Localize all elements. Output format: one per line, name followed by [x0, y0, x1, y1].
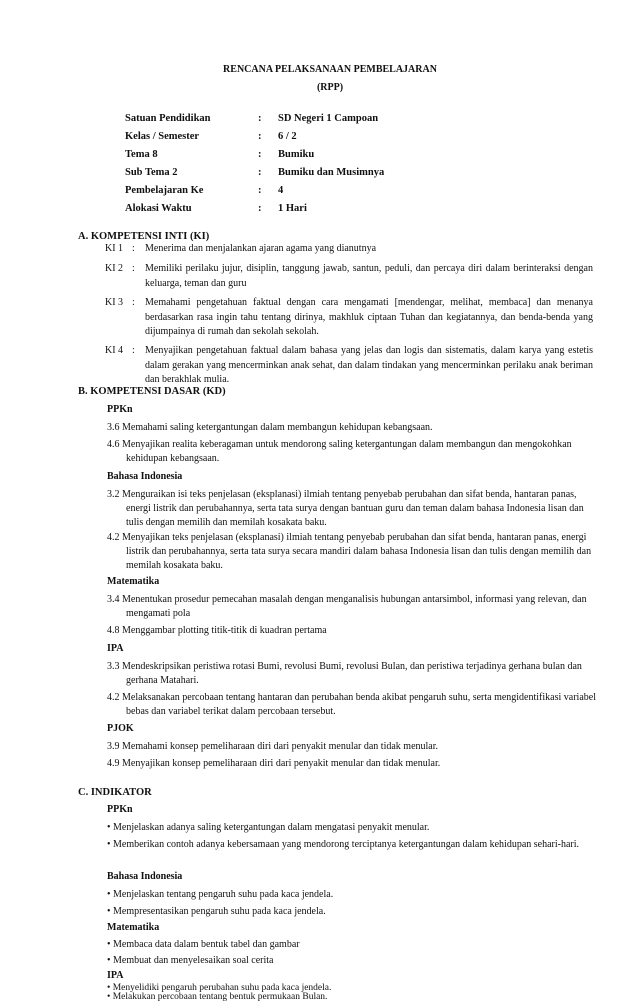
identity-label: Sub Tema 2: [125, 167, 178, 178]
ki-colon: :: [132, 297, 135, 308]
identity-colon: :: [258, 149, 262, 160]
indicator-text: • Menjelaskan adanya saling ketergantungan dalam mengatasi penyakit menular.: [107, 822, 430, 833]
indicator-item: [107, 821, 597, 835]
indicator-text: • Mempresentasikan pengaruh suhu pada kaca jendela.: [107, 906, 326, 917]
ki-code: KI 4: [105, 345, 124, 356]
kd-text: 3.9 Memahami konsep pemeliharaan diri dari penyakit menular dan tidak menular.: [107, 741, 439, 752]
subject-heading: Matematika: [107, 576, 160, 587]
identity-colon: :: [258, 131, 262, 142]
identity-label: Alokasi Waktu: [125, 203, 192, 214]
subject-heading: Bahasa Indonesia: [107, 871, 183, 882]
kd-item: [107, 488, 597, 530]
kd-text: 3.2 Menguraikan isi teks penjelasan (eksplanasi) ilmiah tentang penyebab perubahan dan sifat benda, hantaran panas, energi listrik dan perubahannya, serta tata surya dengan bantuan guru dan teman dalam bahasa Indonesia lisan dan tulis dengan memilih dan memilah kosakata baku.: [107, 489, 584, 528]
identity-value: 1 Hari: [278, 203, 307, 214]
identity-label: Kelas / Semester: [125, 131, 200, 142]
kd-text: 4.9 Menyajikan konsep pemeliharaan diri dari penyakit menular dan tidak menular.: [107, 758, 441, 769]
ki-text: Memiliki perilaku jujur, disiplin, tanggung jawab, santun, peduli, dan percaya diri dalam berinteraksi dengan keluarga, teman dan guru: [145, 263, 593, 289]
identity-value: 6 / 2: [278, 131, 297, 142]
kd-item: [107, 531, 597, 573]
identity-colon: :: [258, 185, 262, 196]
kd-item: [107, 660, 597, 688]
ki-item: [105, 296, 593, 340]
kd-text: 4.8 Menggambar plotting titik-titik di kuadran pertama: [107, 625, 327, 636]
ki-code: KI 2: [105, 263, 124, 274]
subject-heading: PPKn: [107, 804, 133, 815]
identity-colon: :: [258, 203, 262, 214]
indicator-item: [107, 938, 597, 952]
ki-code: KI 1: [105, 243, 124, 254]
subject-heading: IPA: [107, 643, 124, 654]
kd-item: [107, 593, 597, 621]
identity-value: Bumiku dan Musimnya: [278, 167, 385, 178]
identity-value: SD Negeri 1 Campoan: [278, 113, 379, 124]
ki-item: [105, 262, 593, 291]
identity-colon: :: [258, 167, 262, 178]
kd-text: 3.4 Menentukan prosedur pemecahan masalah dengan menganalisis hubungan antarsimbol, informasi yang relevan, dan mengamati pola: [107, 594, 587, 619]
identity-label: Tema 8: [125, 149, 158, 160]
kd-text: 3.3 Mendeskripsikan peristiwa rotasi Bumi, revolusi Bumi, revolusi Bulan, dan peristiwa terjadinya gerhana bulan dan gerhana Matahari.: [107, 661, 582, 686]
section-c-heading: C. INDIKATOR: [78, 787, 152, 798]
identity-colon: :: [258, 113, 262, 124]
ki-text: Memahami pengetahuan faktual dengan cara mengamati [mendengar, melihat, membaca] dan menanya berdasarkan rasa ingin tahu tentang dirinya, makhluk ciptaan Tuhan dan kegiatannya, dan benda-benda yang dijumpainya di rumah dan sekolah sekolah.: [145, 297, 593, 337]
indicator-text: • Menjelaskan tentang pengaruh suhu pada kaca jendela.: [107, 889, 334, 900]
indicator-item: [107, 838, 597, 852]
subject-heading: PPKn: [107, 404, 133, 415]
ki-code: KI 3: [105, 297, 124, 308]
ki-colon: :: [132, 263, 135, 274]
kd-text: 4.2 Menyajikan teks penjelasan (eksplanasi) ilmiah tentang penyebab perubahan dan sifat benda, hantaran panas, energi listrik dan perubahannya, serta tata surya secara mandiri dalam bahasa Indonesia lisan dan tulis dengan memilih dan memilah kosakata baku.: [107, 532, 592, 571]
kd-item: [107, 624, 597, 638]
subject-heading: PJOK: [107, 723, 134, 734]
ki-item: [105, 344, 593, 388]
kd-item: [107, 438, 597, 466]
section-b-heading: B. KOMPETENSI DASAR (KD): [78, 386, 226, 397]
section-a-heading: A. KOMPETENSI INTI (KI): [78, 231, 210, 242]
indicator-item: [107, 954, 597, 968]
ki-text: Menerima dan menjalankan ajaran agama yang dianutnya: [145, 243, 377, 254]
kd-text: 3.6 Memahami saling ketergantungan dalam membangun kehidupan kebangsaan.: [107, 422, 433, 433]
indicator-text: • Membaca data dalam bentuk tabel dan gambar: [107, 939, 300, 950]
identity-label: Pembelajaran Ke: [125, 185, 204, 196]
kd-item: [107, 691, 597, 719]
kd-text: 4.6 Menyajikan realita keberagaman untuk mendorong saling ketergantungan dalam membangun dan mengokohkan kehidupan kebangsaan.: [107, 439, 572, 464]
ki-item: [105, 242, 593, 257]
ki-text: Menyajikan pengetahuan faktual dalam bahasa yang jelas dan logis dan sistematis, dalam karya yang estetis dalam gerakan yang mencerminkan anak sehat, dan dalam tindakan yang mencerminkan perilaku anak beriman dan berakhlak mulia.: [145, 345, 593, 385]
indicator-text: • Melakukan percobaan tentang bentuk permukaan Bulan.: [107, 992, 328, 1002]
kd-item: [107, 740, 597, 754]
document-subtitle: (RPP): [316, 82, 344, 93]
indicator-item: [107, 905, 597, 919]
subject-heading: Matematika: [107, 922, 160, 933]
document-title: RENCANA PELAKSANAAN PEMBELAJARAN: [223, 64, 437, 75]
subject-heading: Bahasa Indonesia: [107, 471, 183, 482]
identity-value: 4: [278, 185, 284, 196]
ki-colon: :: [132, 345, 135, 356]
indicator-item: [107, 888, 597, 902]
indicator-text: • Membuat dan menyelesaikan soal cerita: [107, 955, 274, 966]
subject-heading: IPA: [107, 970, 124, 981]
identity-label: Satuan Pendidikan: [125, 113, 211, 124]
identity-value: Bumiku: [278, 149, 315, 160]
ki-colon: :: [132, 243, 135, 254]
indicator-item: [107, 993, 597, 1002]
indicator-text: • Menyelidiki pengaruh perubahan suhu pada kaca jendela.: [107, 983, 332, 993]
indicator-text: • Memberikan contoh adanya kebersamaan yang mendorong terciptanya ketergantungan dalam kehidupan sehari-hari.: [107, 839, 580, 850]
kd-text: 4.2 Melaksanakan percobaan tentang hantaran dan perubahan benda akibat pengaruh suhu, serta mengidentifikasi variabel bebas dan variabel terikat dalam percobaan tersebut.: [107, 692, 596, 717]
kd-item: [107, 757, 597, 771]
kd-item: [107, 421, 597, 435]
